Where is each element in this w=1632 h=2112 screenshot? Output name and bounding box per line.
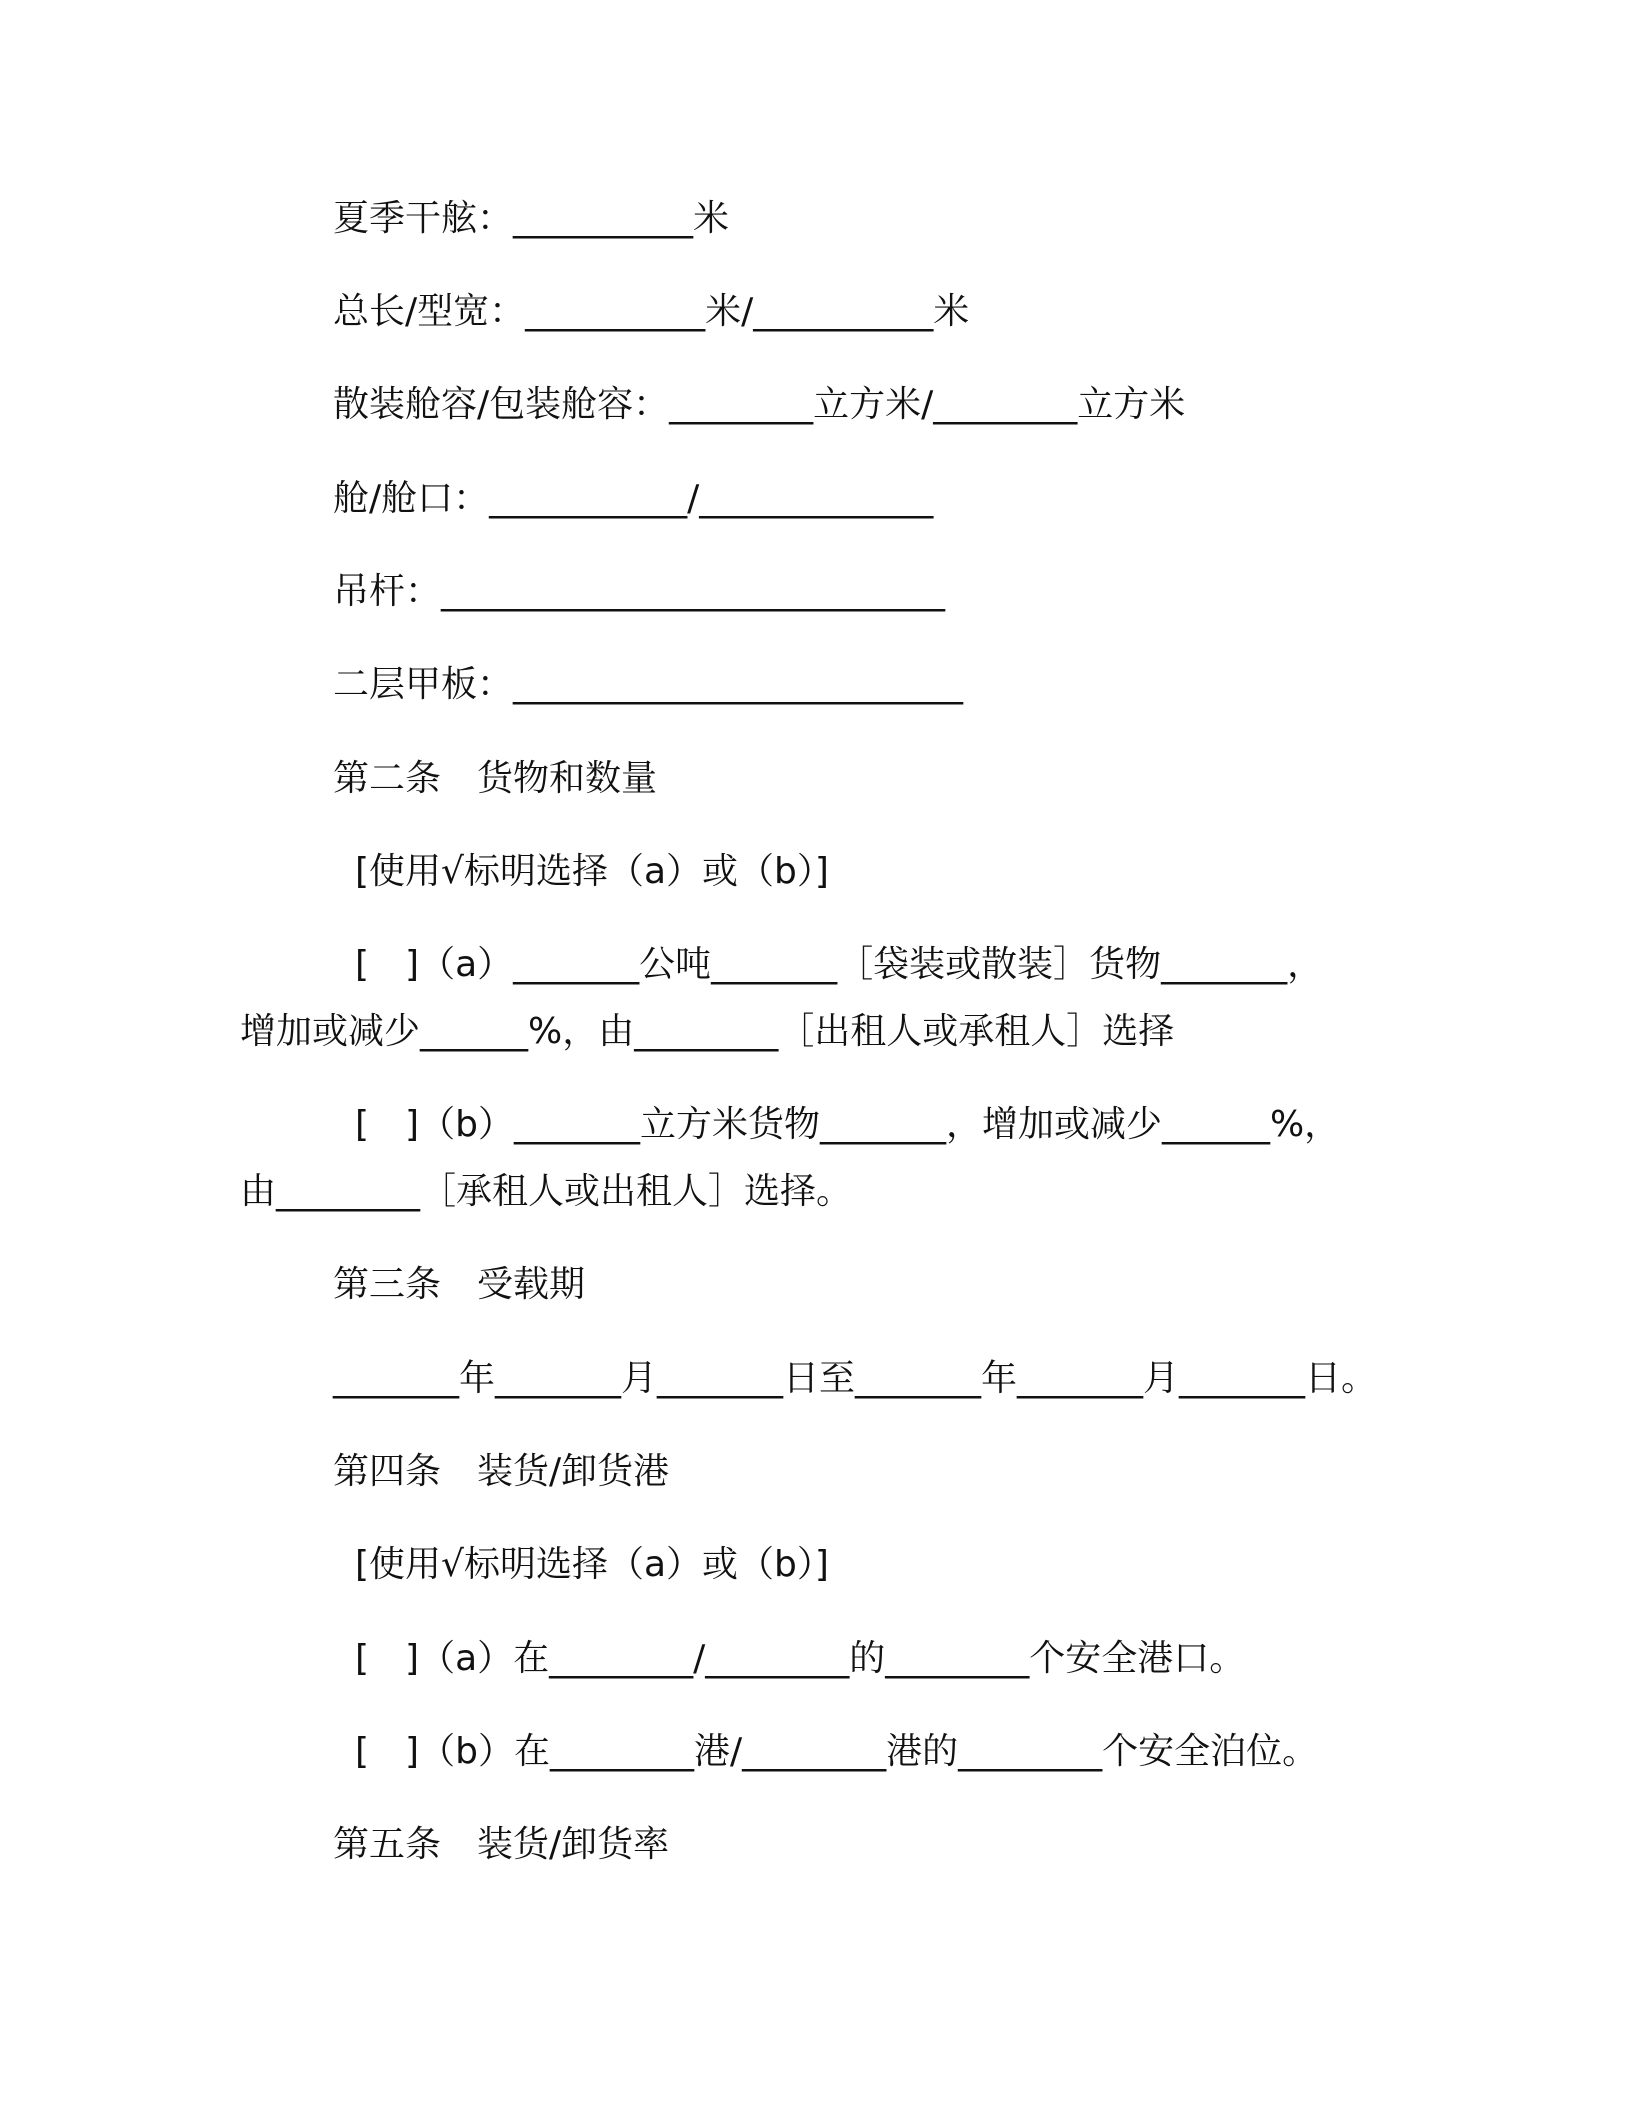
port-option-b-line: [ ]（b）在________港/________港的________个安全泊位。 <box>355 1731 1319 1772</box>
cargo-option-a-line-1: [ ]（a）_______公吨_______［袋装或散装］货物_______， <box>355 944 1324 985</box>
selection-instruction: [使用√标明选择（a）或（b）] <box>355 1544 829 1585</box>
article-4-heading: 第四条 装货/卸货港 <box>333 1451 670 1492</box>
derricks-line: 吊杆：____________________________ <box>333 571 946 612</box>
article-2-heading: 第二条 货物和数量 <box>333 758 658 799</box>
cargo-option-a-line-2: 增加或减少______%，由________［出租人或承租人］选择 <box>240 1011 1175 1052</box>
summer-freeboard-line: 夏季干舷：__________米 <box>333 198 730 239</box>
article-5-heading: 第五条 装货/卸货率 <box>333 1824 670 1865</box>
cargo-capacity-line: 散装舱容/包装舱容：________立方米/________立方米 <box>333 384 1186 425</box>
length-breadth-line: 总长/型宽：__________米/__________米 <box>333 291 970 332</box>
holds-hatches-line: 舱/舱口：___________/_____________ <box>333 478 934 519</box>
selection-instruction: [使用√标明选择（a）或（b）] <box>355 851 829 892</box>
laydays-line: _______年_______月_______日至_______年_______月_______日。 <box>333 1358 1377 1399</box>
tweendeck-line: 二层甲板：_________________________ <box>333 664 964 705</box>
cargo-option-b-line-2: 由________［承租人或出租人］选择。 <box>240 1171 853 1212</box>
cargo-option-b-line-1: [ ]（b）_______立方米货物_______，增加或减少______%， <box>355 1104 1341 1145</box>
port-option-a-line: [ ]（a）在________/________的________个安全港口。 <box>355 1638 1246 1679</box>
article-3-heading: 第三条 受载期 <box>333 1264 586 1305</box>
